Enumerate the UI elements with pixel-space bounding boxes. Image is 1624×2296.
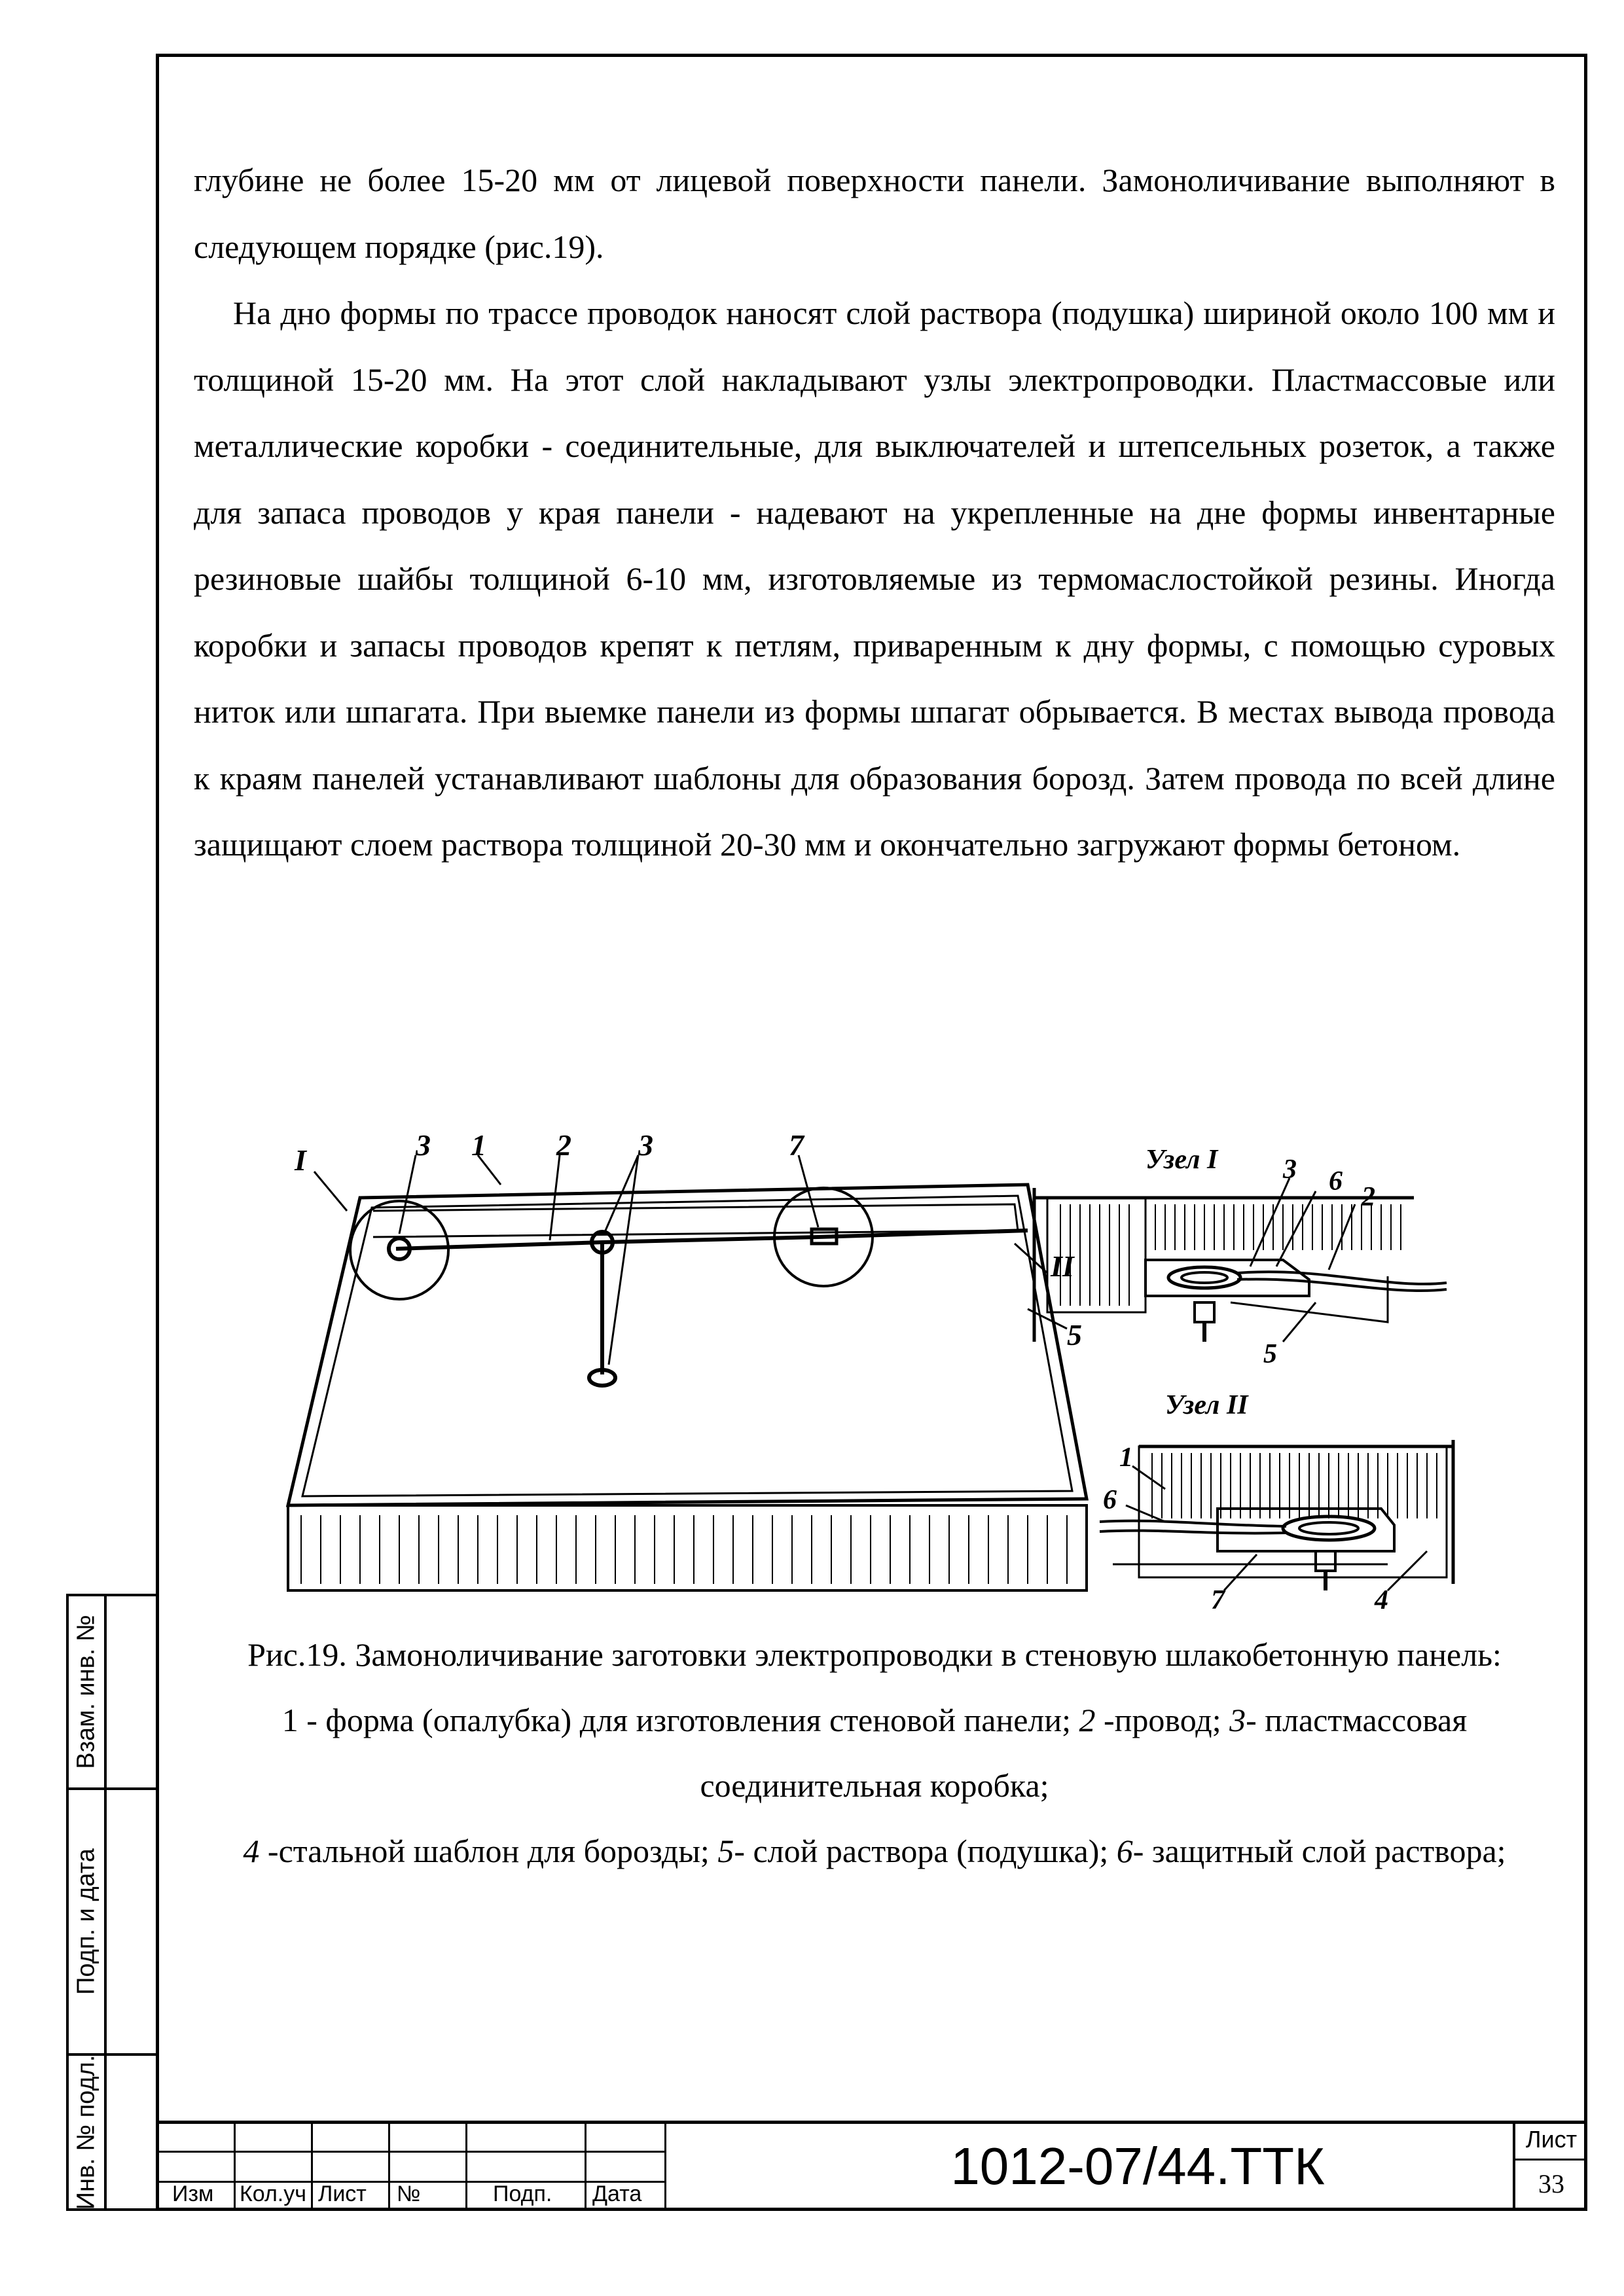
side-stamp-replace	[66, 1594, 156, 1790]
side-label-replace: Взам. инв. №	[72, 1615, 100, 1769]
col-list: Лист	[318, 2181, 367, 2206]
label-roman-2: II	[1051, 1249, 1074, 1283]
col-data: Дата	[592, 2181, 642, 2206]
col-izm: Изм	[172, 2181, 214, 2206]
side-stamp-inv	[66, 2053, 156, 2211]
node1-title: Узел I	[1146, 1145, 1218, 1175]
caption-legend-1: 1 - форма (опалубка) для изготовления стеновой панели; 2 -провод; 3- пластмассовая соединительная коробка;	[281, 1702, 1468, 1804]
label-1: 1	[471, 1132, 486, 1162]
node1-label-2: 2	[1362, 1182, 1375, 1212]
sheet-label: Лист	[1515, 2121, 1587, 2161]
panel-edge	[288, 1505, 1087, 1590]
node2-title: Узел II	[1165, 1390, 1248, 1420]
sheet-number: 33	[1538, 2169, 1564, 2198]
label-5: 5	[1067, 1318, 1082, 1352]
node2-label-4: 4	[1375, 1585, 1388, 1615]
node1-label-6: 6	[1329, 1166, 1343, 1196]
sheet-box	[1513, 2121, 1587, 2211]
figure-19	[275, 1132, 1506, 1617]
label-3a: 3	[416, 1132, 431, 1162]
node1-label-3: 3	[1283, 1155, 1297, 1185]
body-text	[194, 147, 1555, 878]
label-2: 2	[556, 1132, 571, 1162]
col-podp: Подп.	[493, 2181, 552, 2206]
node2-label-6: 6	[1103, 1485, 1117, 1515]
node2-label-7: 7	[1211, 1585, 1225, 1615]
paragraph-1: глубине не более 15-20 мм от лицевой поверхности панели. Замоноличивание выполняют в следующем порядке (рис.19).	[194, 162, 1555, 265]
caption-title: Рис.19. Замоноличивание заготовки электропроводки в стеновую шлакобетонную панель:	[247, 1636, 1502, 1673]
node2-label-1: 1	[1119, 1443, 1133, 1473]
node1-label-5: 5	[1263, 1339, 1277, 1369]
document-number: 1012-07/44.ТТК	[950, 2137, 1325, 2195]
col-num: №	[397, 2181, 421, 2206]
side-label-inv: Инв. № подл.	[72, 2054, 100, 2210]
label-3b: 3	[638, 1132, 653, 1162]
label-7: 7	[789, 1132, 804, 1162]
revision-grid	[156, 2121, 666, 2211]
label-roman-1: I	[295, 1143, 306, 1177]
side-stamp-sign	[66, 1787, 156, 2056]
side-label-sign: Подп. и дата	[72, 1848, 100, 1995]
caption-legend-2: 4 -стальной шаблон для борозды; 5- слой раствора (подушка); 6- защитный слой раствора;	[243, 1833, 1506, 1869]
figure-caption	[194, 1622, 1555, 1884]
col-kol: Кол.уч	[240, 2181, 306, 2206]
title-block	[156, 2121, 1587, 2211]
paragraph-2: На дно формы по трассе проводок наносят слой раствора (подушка) шириной около 100 мм и толщиной 15-20 мм. На этот слой накладывают узлы электропроводки. Пластмассовые или металлические коробки - соединительные, для выключателей и штепсельных розеток, а также для запаса проводов у края панели - надевают на укрепленные на дне формы инвентарные резиновые шайбы толщиной 6-10 мм, изготовляемые из термомаслостойкой резины. Иногда коробки и запасы проводов крепят к петлям, приваренным к дну формы, с помощью суровых ниток или шпагата. При выемке панели из формы шпагат обрывается. В местах вывода провода к краям панелей устанавливают шаблоны для образования борозд. Затем провода по всей длине защищают слоем раствора толщиной 20-30 мм и окончательно загружают формы бетоном.	[194, 295, 1555, 863]
